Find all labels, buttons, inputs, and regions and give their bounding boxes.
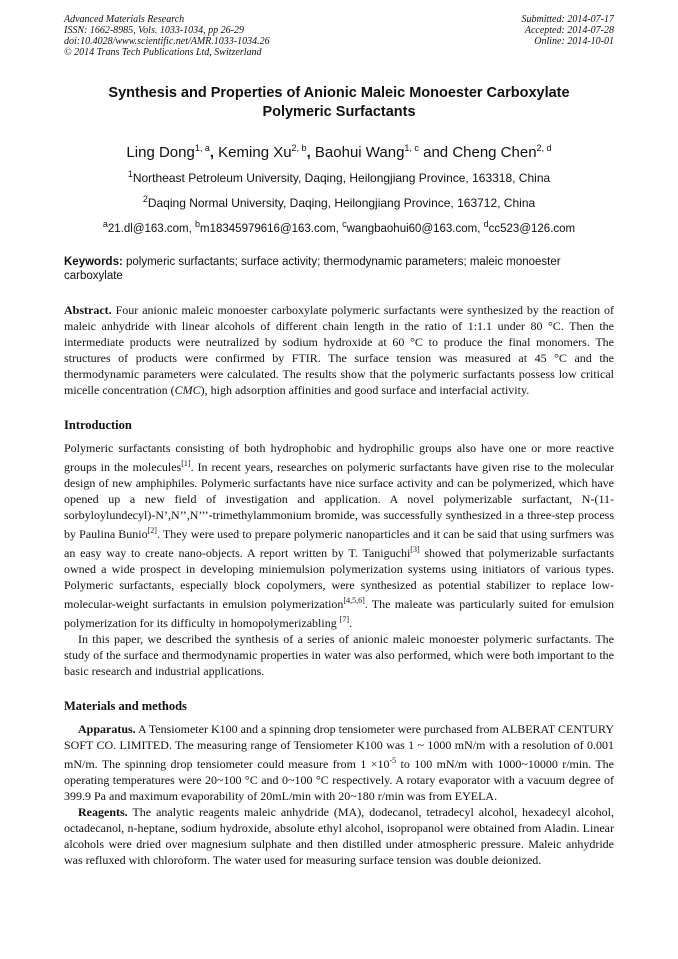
- author-name: Keming Xu: [218, 144, 292, 161]
- affiliation-2: [64, 191, 614, 211]
- online-date: Online: 2014-10-01: [534, 36, 614, 47]
- citation: [4,5,6]: [343, 595, 365, 605]
- email: m18345979616@163.com,: [200, 222, 343, 235]
- paper-title: [64, 84, 614, 122]
- email: cc523@126.com: [488, 222, 576, 235]
- submission-dates: [522, 14, 615, 58]
- reagents-text: The analytic reagents maleic anhydride (MA), dodecanol, tetradecyl alcohol, hexadecyl alcohol, octadecanol, n-heptane, sodium hydroxide, absolute ethyl alcohol, isopropanol were obtained from Aladin. Linear alcohols were dried over magnesium sulphate and then distilled under atmospheric pressure. Maleic anhydride was refluxed with chloroform. The water used for measuring surface tension was double deionized.: [64, 804, 614, 867]
- abstract-label: Abstract.: [64, 302, 112, 317]
- intro-text: . In recent years, researches on polymeric surfactants have given rise to the molecular design of new amphiphiles. Polymeric surfactants have nice surface activity and can be polymerized, which have opened up a new field of investigation and application. A novel polymerizable surfactant, N-(11-sorbyloylundecyl)-N’,N’’,N’’’-trimethylammonium bromide, was successfully synthesized in a three-step process by Paulina Bunio: [64, 459, 615, 541]
- citation: [3]: [410, 544, 420, 554]
- keywords-label: Keywords:: [64, 255, 123, 268]
- author-name: Cheng Chen: [452, 144, 537, 161]
- keywords: [64, 255, 614, 283]
- apparatus-label: Apparatus.: [78, 721, 136, 736]
- title-line-1: Synthesis and Properties of Anionic Maleic Monoester Carboxylate: [108, 85, 570, 101]
- paper-page: [64, 14, 614, 868]
- email: 21.dl@163.com,: [107, 222, 195, 235]
- introduction-paragraph-1: [64, 440, 614, 631]
- apparatus-text-end: to 100 mN/m with 1000~10000 r/min. The operating temperatures were 20~100 °C and 0~100 °C respectively. A rotary evaporator with a vacuum degree of 399.9 Pa and maximum evaporability of 20mL/min with 20~180 r/min was from EYELA.: [64, 756, 615, 803]
- email-sup: b: [195, 219, 201, 229]
- author-name: Ling Dong: [126, 144, 195, 161]
- methods-heading: Materials and methods: [64, 698, 187, 713]
- journal-issn: ISSN: 1662-8985, Vols. 1033-1034, pp 26-29: [64, 25, 244, 36]
- journal-header: [64, 14, 614, 58]
- author-sep: and: [418, 144, 453, 161]
- intro-text: Polymeric surfactants consisting of both hydrophobic and hydrophilic groups also have one or more reactive groups in the molecules: [64, 440, 614, 474]
- accepted-date: Accepted: 2014-07-28: [524, 25, 614, 36]
- citation: [1]: [181, 458, 191, 468]
- author-sup: 2, b: [291, 143, 307, 153]
- submitted-date: Submitted: 2014-07-17: [521, 14, 614, 25]
- journal-name: Advanced Materials Research: [64, 14, 185, 25]
- citation: [7]: [339, 614, 350, 624]
- intro-text: . They were used to prepare polymeric nanoparticles and it can be said that using surfmers was an easy way to create nano-objects. A report written by T. Taniguchi: [64, 526, 614, 560]
- title-line-2: Polymeric Surfactants: [262, 104, 416, 120]
- apparatus-paragraph: [64, 721, 614, 804]
- author-emails: [64, 216, 614, 237]
- affiliation-1: [64, 166, 614, 186]
- reagents-paragraph: [64, 804, 614, 868]
- author-sup: 2, d: [536, 143, 552, 153]
- introduction-heading: Introduction: [64, 417, 132, 432]
- email: wangbaohui60@163.com,: [346, 222, 484, 235]
- apparatus-text: A Tensiometer K100 and a spinning drop tensiometer were purchased from ALBERAT CENTURY SOFT CO. LIMITED. The measuring range of Tensiometer K100 was 1 ~ 1000 mN/m with a resolution of 0.001 mN/m. The spinning drop tensiometer could measure from 1 ×10: [64, 721, 614, 771]
- author-sup: 1, c: [404, 143, 419, 153]
- citation: [2]: [147, 525, 157, 535]
- affiliation-text: Daqing Normal University, Daqing, Heilongjiang Province, 163712, China: [147, 196, 536, 210]
- journal-doi: doi:10.4028/www.scientific.net/AMR.1033-1034.26: [64, 36, 270, 47]
- reagents-label: Reagents.: [78, 804, 128, 819]
- email-sup: d: [483, 219, 489, 229]
- email-sup: a: [102, 219, 108, 229]
- keywords-text: polymeric surfactants; surface activity; thermodynamic parameters; maleic monoester carboxylate: [64, 255, 561, 282]
- author-list: [64, 139, 614, 162]
- introduction-paragraph-2: In this paper, we described the synthesis of a series of anionic maleic monoester polymeric surfactants. The study of the surface and thermodynamic properties in water was also performed, which were both important to the basic research and industrial applications.: [64, 631, 614, 678]
- journal-info: [64, 14, 270, 58]
- author-sep: ,: [209, 144, 219, 161]
- abstract-text: Four anionic maleic monoester carboxylate polymeric surfactants were synthesized by the reaction of maleic anhydride with linear alcohols of different chain length in the ratio of 1:1.1 under 80 °C. Then the intermediate products were neutralized by sodium hydroxide at 60 °C to produce the final monomers. The structures of products were confirmed by FTIR. The surface tension was measured at 45 °C and the thermodynamic parameters were calculated. The results show that the polymeric surfactants possess low critical micelle concentration (: [64, 302, 614, 397]
- abstract-text-end: ), high adsorption affinities and good surface and interfacial activity.: [200, 382, 530, 397]
- intro-text: . The maleate was particularly suited for emulsion polymerization for its difficulty in homopolymerizabling: [64, 596, 614, 630]
- exponent: -5: [389, 755, 397, 765]
- affiliation-sup: 2: [142, 194, 148, 204]
- author-name: Baohui Wang: [314, 144, 405, 161]
- affiliation-sup: 1: [127, 169, 133, 179]
- author-sep: ,: [306, 144, 315, 161]
- author-sup: 1, a: [194, 143, 210, 153]
- intro-text: .: [349, 615, 353, 630]
- abstract-cmc: CMC: [174, 382, 201, 397]
- journal-copyright: © 2014 Trans Tech Publications Ltd, Switzerland: [64, 47, 262, 58]
- affiliation-text: Northeast Petroleum University, Daqing, Heilongjiang Province, 163318, China: [132, 171, 551, 185]
- email-sup: c: [342, 219, 347, 229]
- abstract: [64, 302, 614, 398]
- intro-text: showed that polymerizable surfactants owned a wide prospect in developing miniemulsion polymerization systems using initiators of various types. Polymeric surfactants, especially block copolymers, were synthesized as potential stabilizer to replace low-molecular-weight surfactants in emulsion polymerization: [64, 545, 614, 611]
